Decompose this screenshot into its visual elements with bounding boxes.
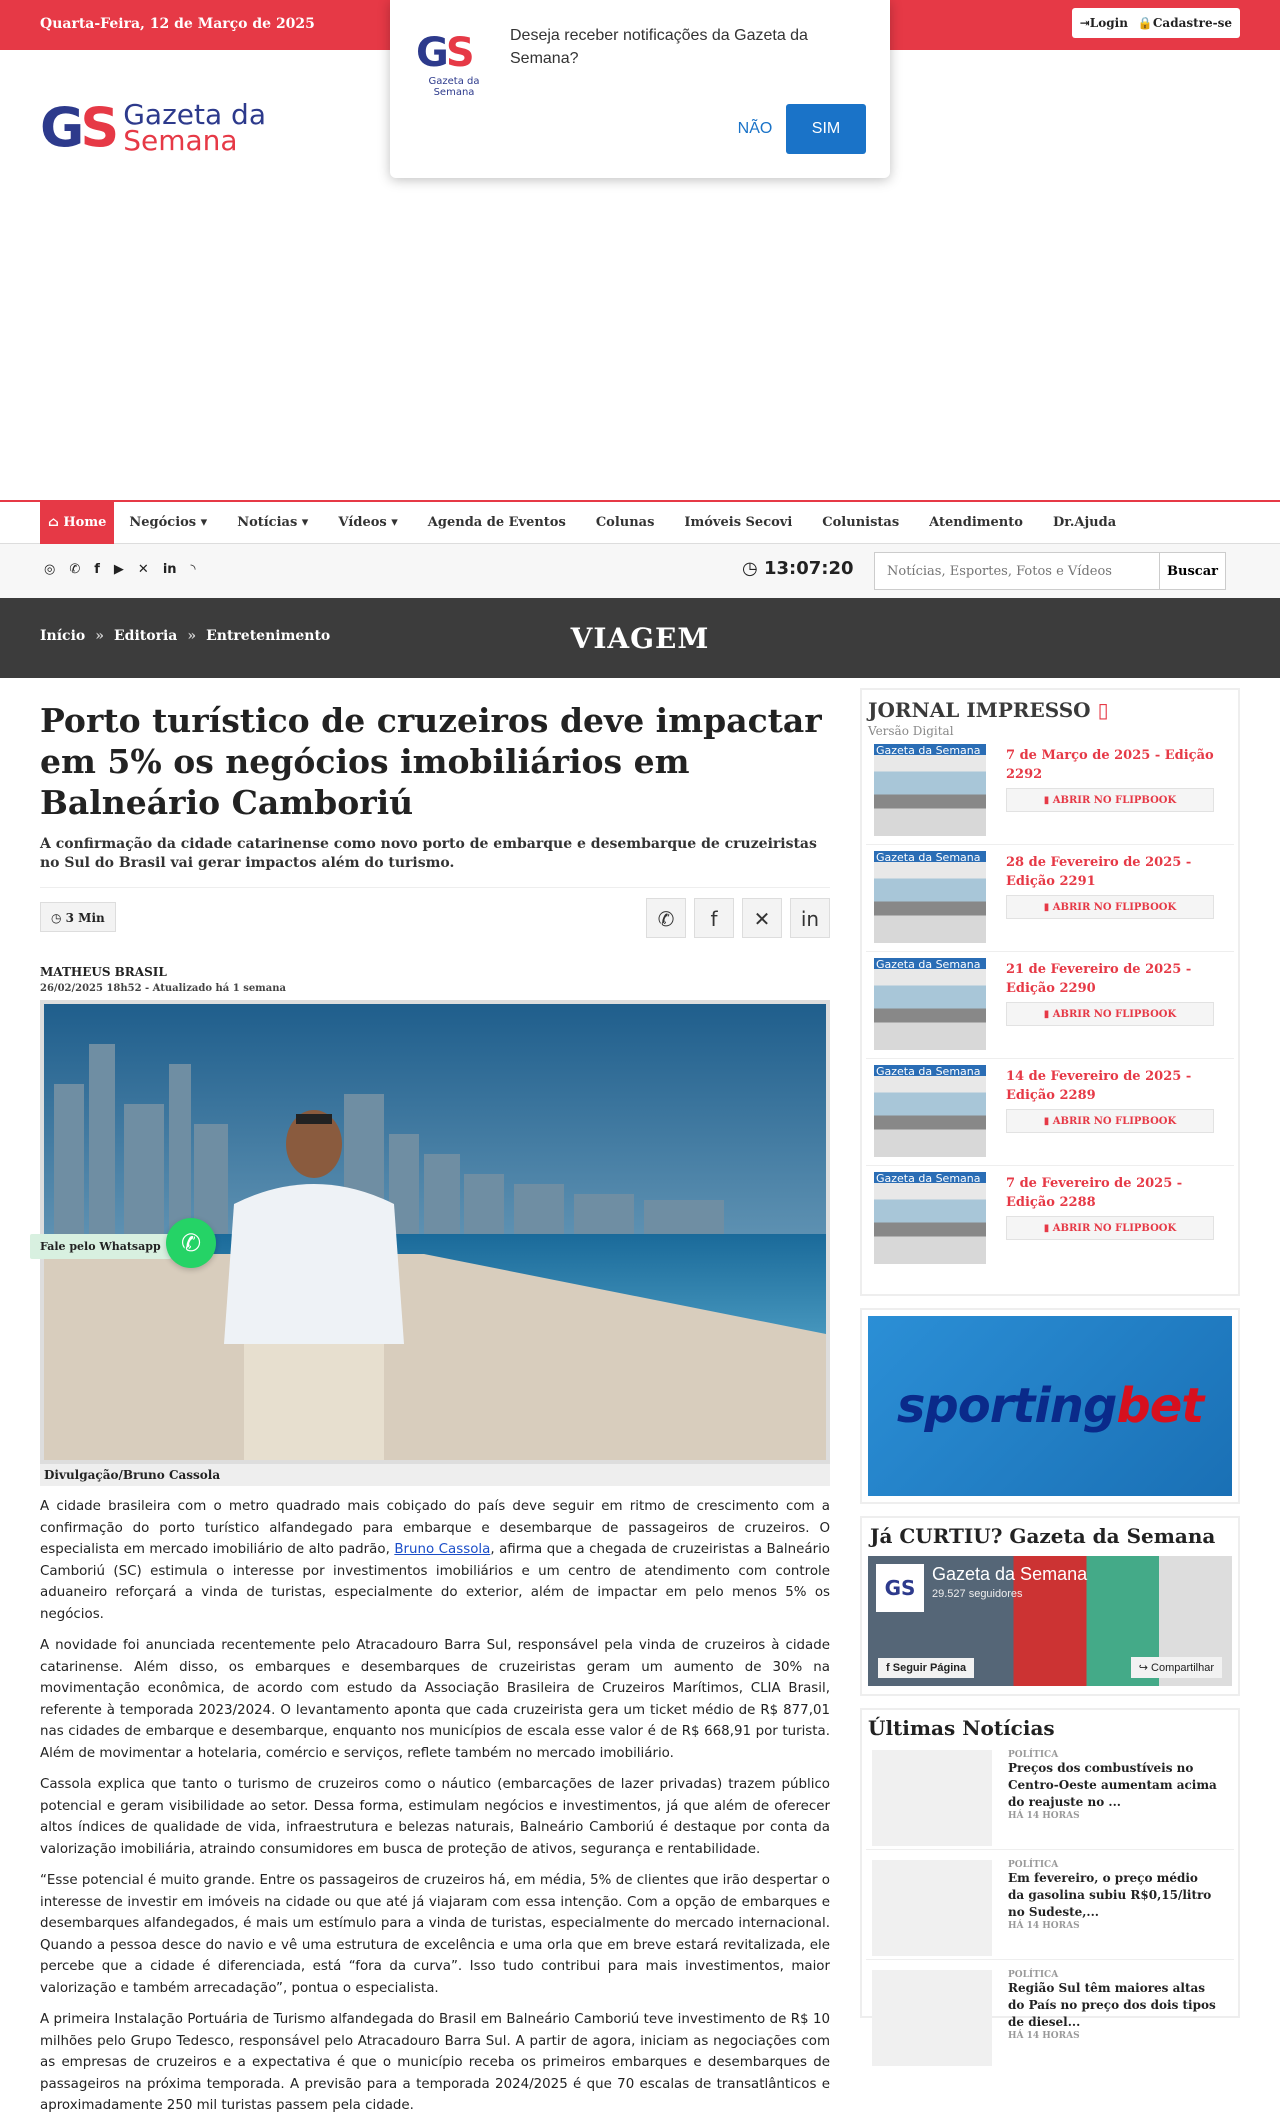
- nav-videos[interactable]: Vídeos ▾: [338, 515, 398, 530]
- sportingbet-ad[interactable]: [860, 1308, 1240, 1504]
- share-whatsapp-icon[interactable]: ✆: [646, 898, 686, 938]
- article-body: [40, 1496, 830, 2117]
- facebook-widget: [860, 1516, 1240, 1696]
- news-item[interactable]: [866, 1850, 1234, 1960]
- article-photo-image: [44, 1004, 826, 1460]
- edition-title[interactable]: 14 de Fevereiro de 2025 - Edição 2289: [1006, 1069, 1192, 1103]
- current-date: Quarta-Feira, 12 de Março de 2025: [40, 16, 315, 32]
- nav-label[interactable]: Dr.Ajuda: [1052, 515, 1117, 530]
- photo-caption: Divulgação/Bruno Cassola: [40, 1464, 830, 1486]
- ad-brand-a: sporting: [896, 1378, 1117, 1434]
- ultimas-title: Últimas Notícias: [868, 1716, 1055, 1740]
- edition-title[interactable]: 7 de Fevereiro de 2025 - Edição 2288: [1006, 1176, 1183, 1210]
- social-links: [44, 562, 196, 577]
- nav-noticias[interactable]: Notícias ▾: [237, 515, 309, 530]
- clock-value: 13:07:20: [763, 558, 854, 579]
- search-input[interactable]: [874, 552, 1160, 590]
- breadcrumb-editoria[interactable]: Editoria: [113, 628, 178, 644]
- logo-mark: GS: [40, 96, 116, 159]
- article-paragraph: “Esse potencial é muito grande. Entre os passageiros de cruzeiros há, em média, 5% de clientes que irão despertar o interesse de investir em imóveis na cidade ou que até já viajaram com essa intenção. Com a opção de embarques e desembarques alfandegados, é mais um estímulo para a vinda de turistas, especialmente do mercado internacional. Quando a pessoa desce do navio e vê uma estrutura de excelência e uma orla que em breve estará revitalizada, ele percebe que a cidade é diferenciada, está “fora da curva”. Isso tudo contribui para mais investimentos, maior valorização e também arrecadação”, pontua o especialista.: [40, 1873, 830, 1996]
- share-page-button[interactable]: [1131, 1657, 1222, 1678]
- ad-brand-b: bet: [1116, 1378, 1204, 1434]
- notification-no-button[interactable]: NÃO: [737, 120, 773, 137]
- nav-label[interactable]: Imóveis Secovi: [684, 515, 793, 530]
- flipbook-button[interactable]: ▮ ABRIR NO FLIPBOOK: [1006, 1109, 1214, 1133]
- notification-prompt: [390, 0, 890, 178]
- nav-home-label[interactable]: Home: [63, 515, 107, 530]
- nav-colunas[interactable]: [581, 502, 670, 544]
- notification-message: Deseja receber notificações da Gazeta da Semana?: [510, 27, 808, 67]
- follow-label[interactable]: Seguir Página: [892, 1662, 967, 1674]
- facebook-page-name[interactable]: Gazeta da Semana: [932, 1564, 1088, 1584]
- news-time: HÁ 14 HORAS: [1008, 2031, 1080, 2041]
- notification-yes-button[interactable]: SIM: [786, 104, 866, 154]
- auth-links: [1072, 8, 1240, 38]
- article-headline: Porto turístico de cruzeiros deve impactar em 5% os negócios imobiliários em Balneário Camboriú: [40, 701, 822, 822]
- news-category: POLÍTICA: [1008, 1860, 1059, 1870]
- news-thumbnail[interactable]: [872, 1970, 992, 2066]
- share-buttons: [646, 898, 830, 938]
- jornal-title: [866, 698, 1234, 722]
- section-title: VIAGEM: [570, 622, 710, 655]
- nav-label[interactable]: Colunas: [595, 515, 655, 530]
- breadcrumb-entretenimento[interactable]: Entretenimento: [206, 628, 331, 644]
- article-paragraph: A novidade foi anunciada recentemente pelo Atracadouro Barra Sul, responsável pela vinda de cruzeiros à cidade catarinense. Além disso, os embarques e desembarques de cruzeiristas geram um aumento de 30% na movimentação econômica, de acordo com estudo da Associação Brasileira de Cruzeiros Marítimos, CLIA Brasil, referente à temporada 2023/2024. O levantamento aponta que cada cruzeirista gera um ticket médio de R$ 877,01 nas cidades de embarque e desembarque, enquanto nos municípios de escala esse valor é de R$ 668,91 por turista. Além de movimentar a hotelaria, comércio e serviços, reflete também no mercado imobiliário.: [40, 1638, 830, 1761]
- share-linkedin-icon[interactable]: in: [790, 898, 830, 938]
- news-item[interactable]: [866, 1740, 1234, 1850]
- chevron-right-icon: »: [187, 628, 197, 644]
- news-title[interactable]: Região Sul têm maiores altas do País no preço dos dois tipos de diesel...: [1008, 1981, 1216, 2029]
- nav-label[interactable]: Colunistas: [822, 515, 900, 530]
- share-label[interactable]: Compartilhar: [1151, 1662, 1214, 1674]
- search-form: [874, 552, 1226, 590]
- x-icon[interactable]: ✕: [137, 562, 149, 577]
- chevron-right-icon: »: [95, 628, 104, 644]
- nav-agenda[interactable]: [413, 502, 581, 544]
- nav-label[interactable]: Notícias: [237, 515, 298, 530]
- article: [40, 700, 830, 2117]
- whatsapp-label[interactable]: Fale pelo Whatsapp: [30, 1234, 171, 1259]
- flipbook-label[interactable]: ABRIR NO FLIPBOOK: [1052, 902, 1177, 913]
- news-title[interactable]: Preços dos combustíveis no Centro-Oeste aumentam acima do reajuste no ...: [1008, 1761, 1217, 1809]
- flipbook-button[interactable]: ▮ ABRIR NO FLIPBOOK: [1006, 895, 1214, 919]
- facebook-icon[interactable]: f: [94, 562, 100, 577]
- share-icon: ↪: [1138, 1662, 1148, 1674]
- bruno-cassola-link[interactable]: Bruno Cassola: [394, 1542, 491, 1557]
- author-name[interactable]: MATHEUS BRASIL: [40, 965, 167, 979]
- site-logo[interactable]: [40, 96, 266, 159]
- edition-cover[interactable]: [874, 851, 986, 943]
- ad-banner[interactable]: [868, 1316, 1232, 1496]
- article-dek: A confirmação da cidade catarinense como novo porto de embarque e desembarque de cruzeiristas no Sul do Brasil vai gerar impactos além do turismo.: [40, 836, 817, 871]
- jornal-title-text: JORNAL IMPRESSO: [868, 698, 1091, 722]
- signup-link[interactable]: 🔒Cadastre-se: [1137, 16, 1232, 30]
- nav-label[interactable]: Agenda de Eventos: [427, 515, 566, 530]
- instagram-icon[interactable]: ◎: [44, 562, 56, 577]
- news-time: HÁ 14 HORAS: [1008, 1811, 1080, 1821]
- edition-title[interactable]: 7 de Março de 2025 - Edição 2292: [1006, 748, 1214, 782]
- share-facebook-icon[interactable]: f: [694, 898, 734, 938]
- logo-line2: Semana: [123, 123, 238, 157]
- edition-item: [866, 845, 1234, 952]
- login-label[interactable]: Login: [1089, 16, 1128, 30]
- flipbook-label[interactable]: ABRIR NO FLIPBOOK: [1052, 1009, 1177, 1020]
- edition-cover[interactable]: [874, 1172, 986, 1264]
- news-category: POLÍTICA: [1008, 1970, 1059, 1980]
- edition-cover[interactable]: [874, 1065, 986, 1157]
- article-photo: [40, 1000, 830, 1464]
- whatsapp-float-button[interactable]: [166, 1218, 216, 1268]
- follow-page-button[interactable]: [878, 1658, 974, 1678]
- edition-cover[interactable]: [874, 958, 986, 1050]
- breadcrumb-inicio[interactable]: Início: [40, 628, 86, 644]
- flipbook-button[interactable]: ▮ ABRIR NO FLIPBOOK: [1006, 1216, 1214, 1240]
- news-thumbnail[interactable]: [872, 1860, 992, 1956]
- news-item[interactable]: [866, 1960, 1234, 2070]
- news-category: POLÍTICA: [1008, 1750, 1059, 1760]
- jornal-subtitle: Versão Digital: [868, 724, 954, 738]
- article-paragraph: A primeira Instalação Portuária de Turismo alfandegada do Brasil em Balneário Camboriú teve investimento de R$ 10 milhões pelo Grupo Tedesco, responsável pelo Atracadouro Barra Sul. A partir de agora, iniciam as negociações com as empresas de cruzeiros e a expectativa é que o município receba os primeiros embarques e desembarques de passageiros na próxima temporada. A previsão para a temporada 2024/2025 é que 70 escalas de transatlânticos e aproximadamente 250 mil turistas passem pela cidade.: [40, 2012, 830, 2113]
- sidebar: [860, 688, 1240, 2041]
- news-thumbnail[interactable]: [872, 1750, 992, 1846]
- flipbook-label[interactable]: ABRIR NO FLIPBOOK: [1052, 1116, 1177, 1127]
- ad-brand-logo: [897, 1378, 1203, 1434]
- flipbook-button[interactable]: ▮ ABRIR NO FLIPBOOK: [1006, 788, 1214, 812]
- clock: ◷ 13:07:20: [742, 558, 854, 579]
- news-title[interactable]: Em fevereiro, o preço médio da gasolina subiu R$0,15/litro no Sudeste,...: [1008, 1871, 1212, 1919]
- edition-item: [866, 1166, 1234, 1273]
- nav-imoveis[interactable]: [669, 502, 807, 544]
- news-time: HÁ 14 HORAS: [1008, 1921, 1080, 1931]
- logo-name: [123, 97, 266, 157]
- flipbook-button[interactable]: ▮ ABRIR NO FLIPBOOK: [1006, 1002, 1214, 1026]
- mobile-icon: ▯: [1097, 698, 1109, 722]
- article-paragraph: Cassola explica que tanto o turismo de cruzeiros como o náutico (embarcações de lazer privadas) trazem público potencial e geram visibilidade ao setor. Dessa forma, estimulam negócios e investimentos, já que além de oferecer altos índices de qualidade de vida, infraestrutura e belezas naturais, Balneário Camboriú é destaque por conta da valorização imobiliária, atraindo consumidores em busca de proteção de ativos, segurança e rentabilidade.: [40, 1777, 830, 1857]
- flipbook-label[interactable]: ABRIR NO FLIPBOOK: [1052, 1223, 1177, 1234]
- linkedin-icon[interactable]: in: [162, 562, 177, 577]
- edition-item: [866, 952, 1234, 1059]
- flipbook-label[interactable]: ABRIR NO FLIPBOOK: [1052, 795, 1177, 806]
- nav-label[interactable]: Vídeos: [338, 515, 387, 530]
- logo-line1: Gazeta da: [123, 97, 266, 131]
- edition-item: [866, 738, 1234, 845]
- paragraph-text: A cidade brasileira com o metro quadrado mais cobiçado do país deve seguir em ritmo de crescimento com a confirmação do porto turístico alfandegado para embarque e desembarque de passageiros de cruzeiros. O especialista em mercado imobiliário de alto padrão,: [40, 1499, 830, 1557]
- paragraph-text: , afirma que a chegada de cruzeiristas a Balneário Camboriú (SC) estimula o interesse por investimentos imobiliários e um centro de atendimento com controle aduaneiro reforçará a vinda de turistas, especialmente do exterior, além de impactar em pelo menos 5% os negócios.: [40, 1542, 830, 1622]
- facebook-icon: f: [886, 1662, 890, 1674]
- search-button[interactable]: Buscar: [1160, 552, 1226, 590]
- read-time-badge: ◷ 3 Min: [40, 902, 116, 932]
- nav-label[interactable]: Negócios: [129, 515, 197, 530]
- edition-title[interactable]: 21 de Fevereiro de 2025 - Edição 2290: [1006, 962, 1192, 996]
- nav-negocios[interactable]: Negócios ▾: [129, 515, 208, 530]
- jornal-impresso-widget: [860, 688, 1240, 1296]
- utility-bar: [0, 544, 1280, 598]
- article-meta: [40, 887, 830, 943]
- whatsapp-icon: ✆: [180, 1229, 202, 1257]
- publish-date: 26/02/2025 18h52 - Atualizado há 1 semana: [40, 983, 286, 994]
- main-nav: [0, 500, 1280, 544]
- edition-title[interactable]: 28 de Fevereiro de 2025 - Edição 2291: [1006, 855, 1192, 889]
- ultimas-noticias-widget: [860, 1708, 1240, 2041]
- whatsapp-icon[interactable]: ✆: [69, 562, 81, 577]
- notification-logo: GS Gazeta da Semana: [416, 30, 492, 96]
- share-x-icon[interactable]: ✕: [742, 898, 782, 938]
- nav-drajuda[interactable]: [1038, 502, 1131, 544]
- rss-icon[interactable]: ◝: [190, 562, 196, 577]
- nav-atendimento[interactable]: [914, 502, 1038, 544]
- nav-label[interactable]: Atendimento: [929, 515, 1023, 530]
- login-link[interactable]: ⇥Login: [1079, 16, 1128, 30]
- breadcrumb-bar: [0, 598, 1280, 678]
- facebook-page-logo: GS: [876, 1564, 924, 1612]
- youtube-icon[interactable]: ▶: [113, 562, 124, 577]
- read-time-value: 3 Min: [65, 911, 105, 925]
- facebook-widget-title: Já CURTIU? Gazeta da Semana: [870, 1524, 1216, 1548]
- edition-item: [866, 1059, 1234, 1166]
- facebook-followers: 29.527 seguidores: [932, 1588, 1023, 1600]
- signup-label[interactable]: Cadastre-se: [1152, 16, 1232, 30]
- article-paragraph: [40, 1496, 830, 1625]
- edition-cover[interactable]: [874, 744, 986, 836]
- notification-logo-text: Gazeta da Semana: [428, 76, 480, 98]
- nav-home[interactable]: ⌂ Home: [40, 502, 114, 544]
- facebook-page-card[interactable]: [868, 1556, 1232, 1686]
- nav-colunistas[interactable]: [807, 502, 914, 544]
